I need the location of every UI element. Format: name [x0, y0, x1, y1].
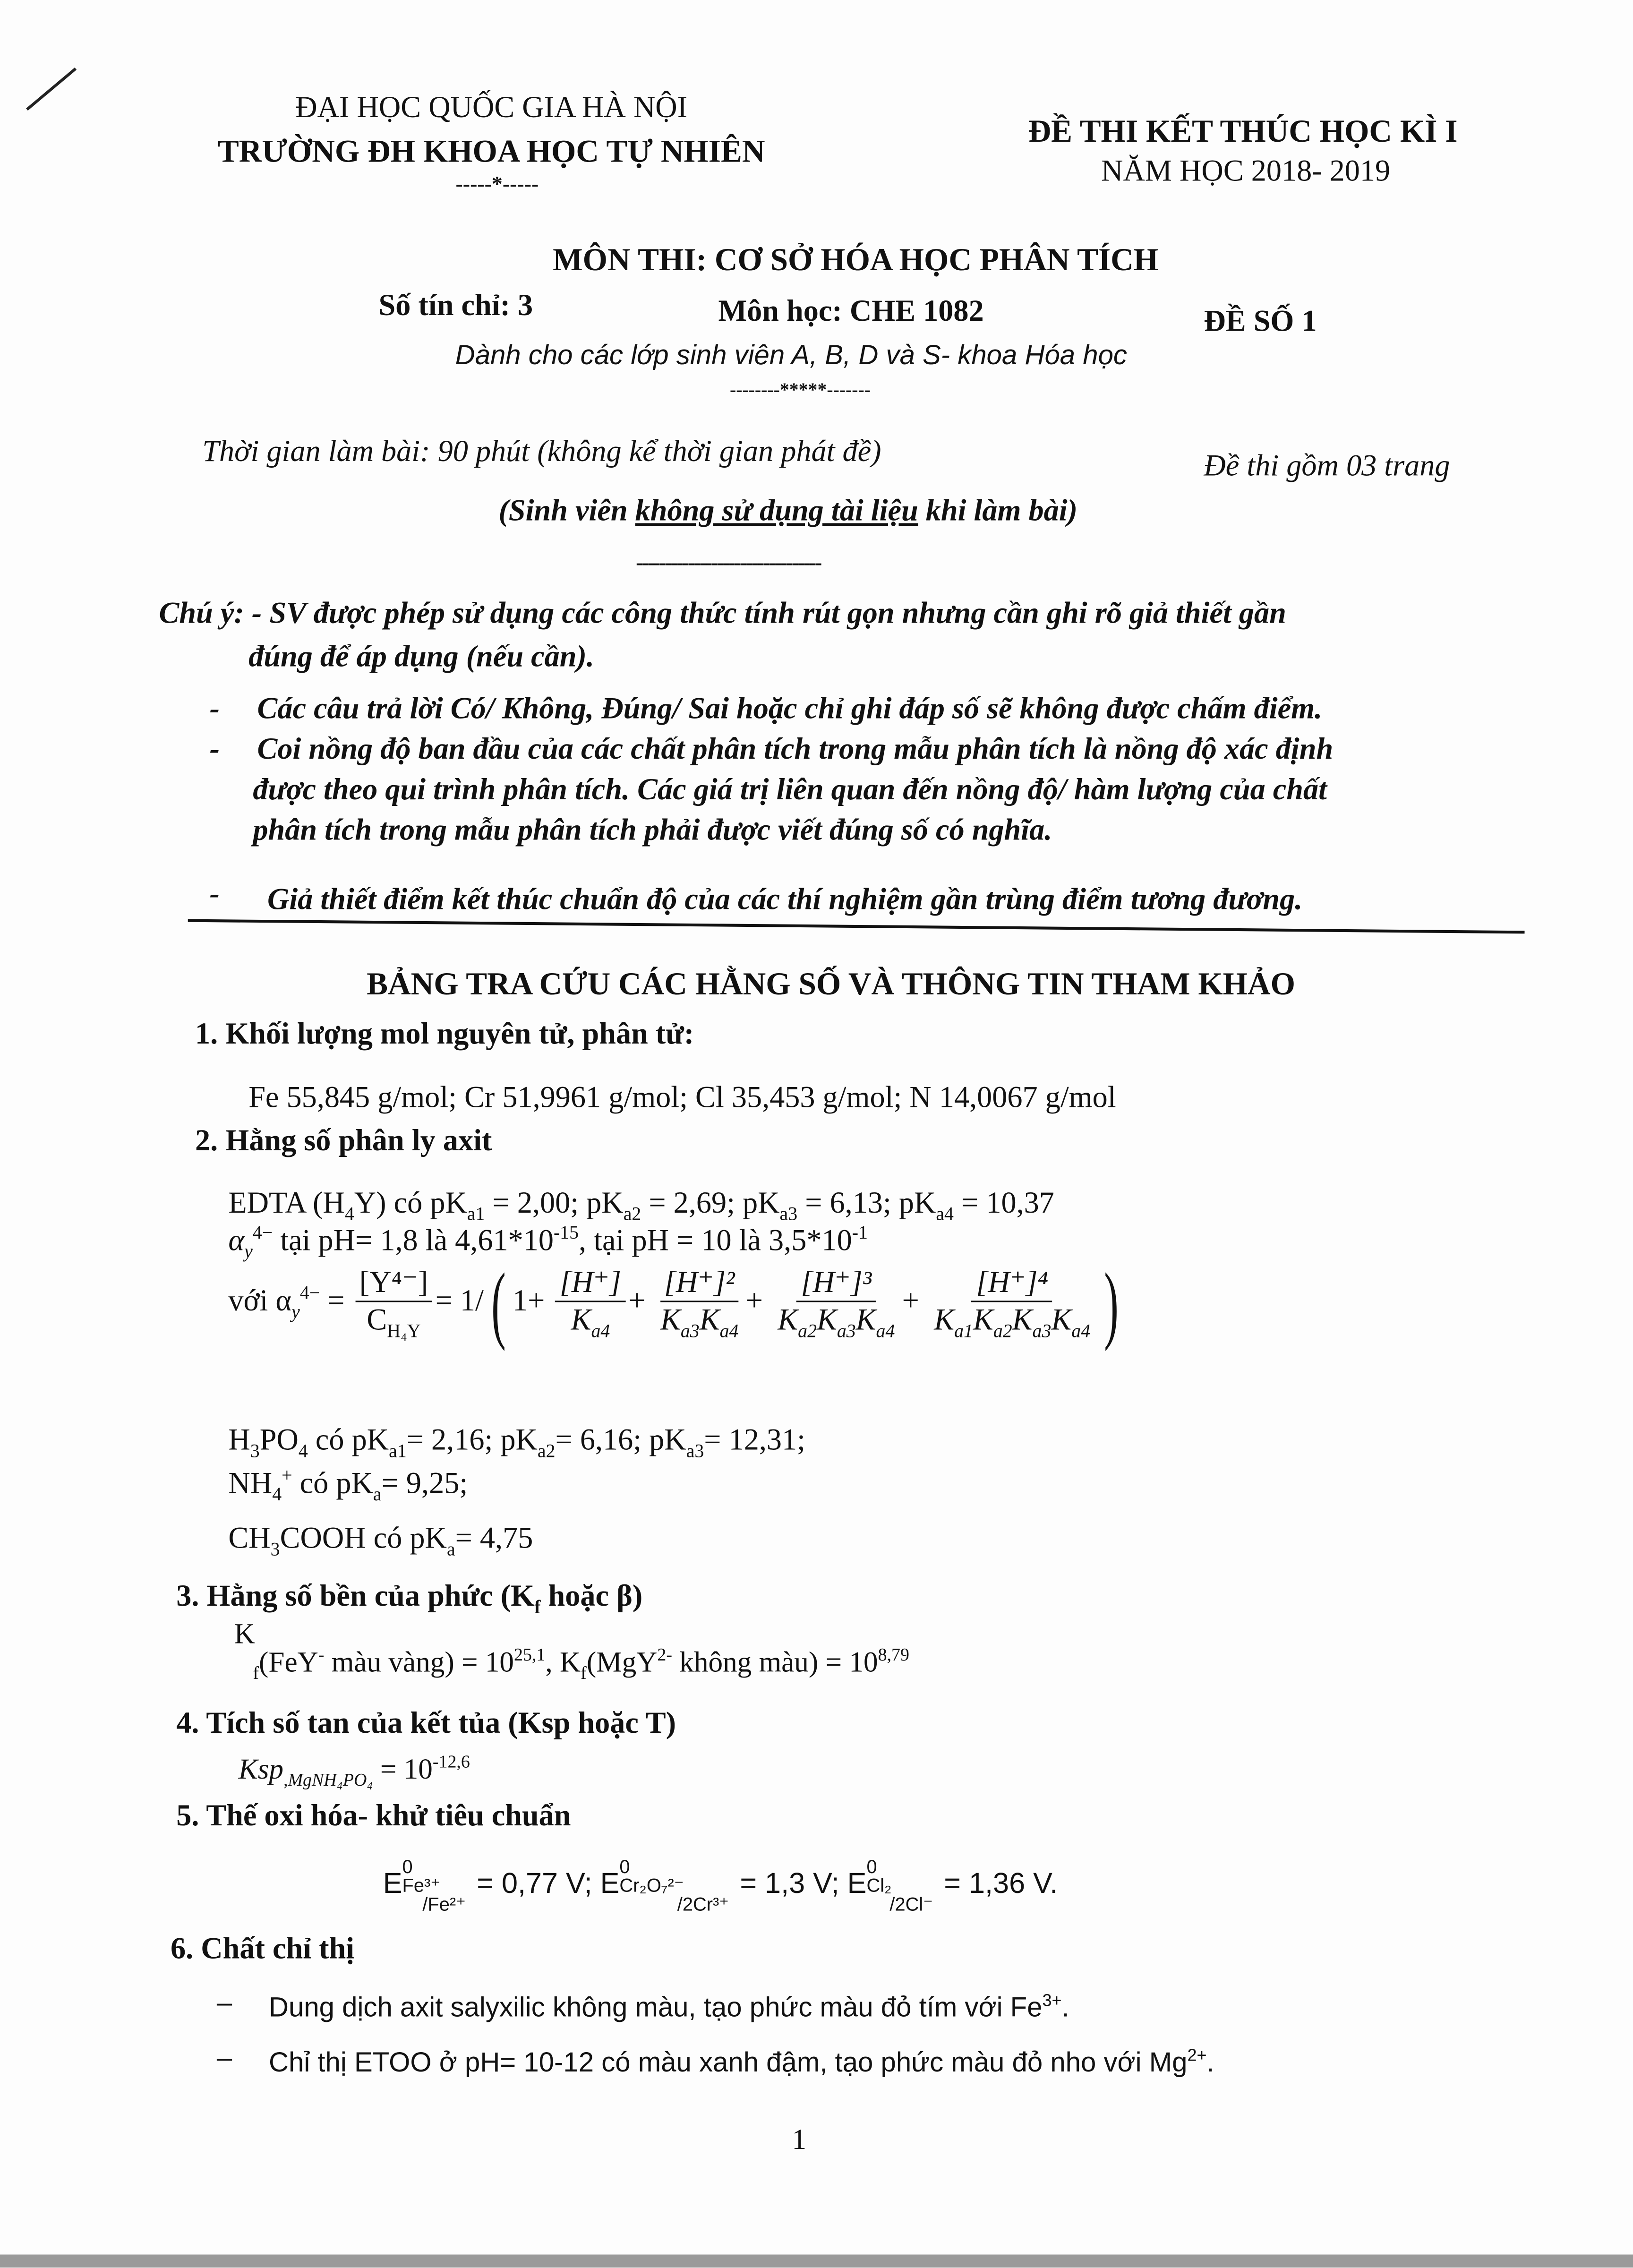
subject-title: MÔN THI: CƠ SỞ HÓA HỌC PHÂN TÍCH: [553, 241, 1159, 278]
audience: Dành cho các lớp sinh viên A, B, D và S- khoa Hóa học: [455, 341, 1127, 372]
note-item: Giả thiết điểm kết thúc chuẩn độ của các thí nghiệm gần trùng điểm tương đương.: [267, 882, 1303, 916]
note-item: Coi nồng độ ban đầu của các chất phân tích trong mẫu phân tích là nồng độ xác định: [257, 731, 1334, 766]
alpha-values: $\alpha_y^{4-}$ tại pH= 1,8 là $4,61*10^{-15}$, tại pH = 10 là $3,5*10^{-1}$: [228, 1221, 868, 1262]
acetic-acid-constant: $CH_3COOH$ có $pK_a= 4,75$: [228, 1520, 533, 1560]
page-count: Đề thi gồm 03 trang: [1204, 448, 1450, 483]
subject-separator: --------*****-------: [729, 378, 871, 401]
note-bullet: -: [209, 875, 220, 911]
section-2-title: 2. Hằng số phân ly axit: [195, 1123, 492, 1158]
indicator-dash: –: [216, 1988, 232, 2019]
section-5-title: 5. Thế oxi hóa- khử tiêu chuẩn: [176, 1797, 571, 1833]
section-3-title: 3. Hằng số bền của phức ($K_f$ hoặc β): [176, 1578, 643, 1618]
section-1-title: 1. Khối lượng mol nguyên tử, phân tử:: [195, 1016, 694, 1051]
note-item-cont: phân tích trong mẫu phân tích phải được viết đúng số có nghĩa.: [253, 812, 1052, 847]
section-4-title: 4. Tích số tan của kết tủa (Ksp hoặc T): [176, 1705, 676, 1740]
formation-constants: $_f$(FeY- màu vàng) = $10^{25,1}$, $K_f(MgY^{2-}$ không màu) = $10^{8,79}$: [253, 1644, 909, 1684]
note-bullet: -: [209, 731, 220, 766]
indicator-etoo: Chỉ thị ETOO ở pH= 10-12 có màu xanh đậm, tạo phức màu đỏ nho với $Mg^{2+}$.: [269, 2046, 1214, 2079]
pen-mark: [26, 68, 77, 111]
scan-edge: [0, 2255, 1633, 2268]
university-name: ĐẠI HỌC QUỐC GIA HÀ NỘI: [295, 89, 688, 125]
exam-title: ĐỀ THI KẾT THÚC HỌC KÌ I: [1028, 112, 1458, 149]
academic-year: NĂM HỌC 2018- 2019: [1101, 153, 1391, 188]
indicator-dash: –: [216, 2043, 232, 2074]
edta-constants: EDTA $(H_4Y)$ có $pK_{a1} = 2,00$; $pK_{a2} = 2,69$; $pK_{a3} = 6,13$; $pK_{a4} = 10,37$: [228, 1185, 1054, 1224]
note-item-cont: được theo qui trình phân tích. Các giá trị liên quan đến nồng độ/ hàm lượng của chất: [253, 771, 1327, 807]
note-intro-line1: Chú ý: - SV được phép sử dụng các công thức tính rút gọn nhưng cần ghi rõ giả thiết gần: [159, 595, 1286, 630]
alpha-formula: với $\alpha_y^{4-}$ = $\frac{\text{[Y⁴⁻]}}{C_{H_4Y}}$ = 1/ ( 1+ $\frac{[H^+]}{K_{a4}}$ + $\frac{\text{[H⁺]²}}{K_{a3}K_{a4}}$ + $\frac{\text{[H⁺]³}}{K_{a2}K_{a3}K_{a4}}$ + $\frac{\text{[H⁺]⁴}}{K_{a1}K_{a2}K_{a3}K_{a4}}$ ): [228, 1256, 1120, 1352]
molar-masses: Fe 55,845 g/mol; Cr 51,9961 g/mol; Cl 35,453 g/mol; N 14,0067 g/mol: [248, 1079, 1116, 1114]
credits: Số tín chỉ: 3: [378, 287, 533, 323]
note-bullet: -: [209, 691, 220, 726]
h3po4-constants: $H_3PO_4$ có $pK_{a1}= 2,16$; $pK_{a2}= 6,16$; $pK_{a3}= 12,31$;: [228, 1422, 806, 1462]
exam-number: ĐỀ SỐ 1: [1204, 303, 1317, 338]
exam-duration: Thời gian làm bài: 90 phút (không kể thời gian phát đề): [202, 433, 881, 469]
school-name: TRƯỜNG ĐH KHOA HỌC TỰ NHIÊN: [217, 133, 765, 169]
kf-symbol: K: [234, 1618, 255, 1651]
notes-divider: [188, 919, 1525, 933]
materials-rule: (Sinh viên không sử dụng tài liệu khi làm bài): [498, 493, 1078, 528]
indicator-salicylic: Dung dịch axit salyxilic không màu, tạo phức màu đỏ tím với $Fe^{3+}$.: [269, 1991, 1069, 2024]
standard-potentials: E 0 Fe³⁺ /Fe²⁺ = 0,77 V; E 0 Cr₂O₇²⁻ /2Cr³⁺ = 1,3 V; E 0 Cl₂ /2Cl⁻ = 1,36 V.: [383, 1856, 1058, 1915]
dash-line: --------------------------------: [636, 552, 821, 575]
section-6-title: 6. Chất chỉ thị: [170, 1931, 355, 1966]
ksp-value: $Ksp_{,MgNH_4PO_4} = 10^{-12,6}$: [238, 1751, 470, 1790]
nh4-constant: $NH_4^+$ có $pK_a= 9,25$;: [228, 1464, 468, 1505]
note-intro-line2: đúng để áp dụng (nếu cần).: [248, 639, 594, 674]
page-number: 1: [792, 2124, 807, 2157]
note-item: Các câu trả lời Có/ Không, Đúng/ Sai hoặc chỉ ghi đáp số sẽ không được chấm điểm.: [257, 691, 1323, 726]
school-separator: -----*-----: [455, 173, 539, 197]
reference-title: BẢNG TRA CỨU CÁC HẰNG SỐ VÀ THÔNG TIN THAM KHẢO: [367, 965, 1296, 1002]
course-code: Môn học: CHE 1082: [718, 293, 984, 328]
